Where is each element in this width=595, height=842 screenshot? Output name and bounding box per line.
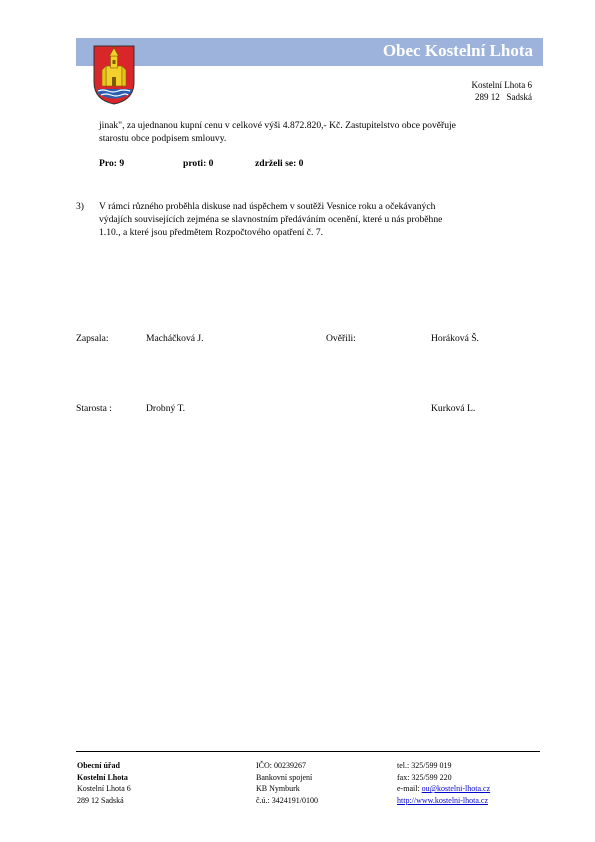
municipality-title: Obec Kostelní Lhota (382, 41, 533, 60)
verified-by-label: Ověřili: (326, 333, 356, 344)
footer-bank-column (256, 760, 318, 806)
item-line: 1.10., a které jsou předmětem Rozpočtového opatření č. 7. (99, 227, 324, 238)
footer-office-street: Kostelní Lhota 6 (77, 784, 131, 793)
footer-office-town: Kostelní Lhota (77, 772, 128, 782)
footer-web-link[interactable]: http://www.kostelni-lhota.cz (397, 795, 489, 805)
footer-email-label: e-mail: (397, 784, 422, 793)
vote-abstain: zdrželi se: 0 (255, 158, 304, 169)
footer-office-column (77, 760, 131, 806)
mayor-name: Drobný T. (146, 403, 186, 414)
footer-divider (76, 751, 540, 752)
footer-bank-label: Bankovní spojení (256, 772, 313, 782)
address-line-1: Kostelní Lhota 6 (471, 80, 532, 90)
recorded-by-label: Zapsala: (76, 333, 109, 344)
paragraph-line: jinak", za ujednanou kupní cenu v celkové výši 4.872.820,- Kč. Zastupitelstvo obce pověřuje (99, 120, 456, 131)
paragraph-line: starostu obce podpisem smlouvy. (99, 133, 227, 144)
header-bar (76, 38, 543, 66)
footer-bank-name: KB Nymburk (256, 784, 300, 793)
footer-email-link[interactable]: ou@kostelni-lhota.cz (421, 784, 491, 793)
address-line-2: 289 12 Sadská (475, 92, 532, 102)
footer-email-row (397, 783, 490, 795)
vote-against: proti: 0 (183, 158, 214, 169)
second-verifier-name: Kurková L. (431, 403, 476, 414)
item-number: 3) (76, 201, 84, 212)
verified-by-name: Horáková Š. (431, 333, 479, 344)
footer-contact-column (397, 760, 490, 806)
footer-ico: IČO: 00239267 (256, 761, 306, 770)
footer-fax: fax: 325/599 220 (397, 772, 452, 782)
item-line: V rámci různého proběhla diskuse nad úspěchem v soutěži Vesnice roku a očekávaných (99, 201, 436, 212)
footer-tel: tel.: 325/599 019 (397, 761, 452, 770)
recorded-by-name: Macháčková J. (146, 333, 204, 344)
footer-account: č.ú.: 3424191/0100 (256, 795, 318, 805)
coat-of-arms-icon (92, 44, 136, 106)
item-line: výdajích souvisejících zejména se slavnostním předáváním ocenění, které u nás proběhne (99, 214, 443, 225)
footer-office-zip: 289 12 Sadská (77, 795, 124, 805)
vote-for: Pro: 9 (99, 158, 125, 169)
footer-office-name: Obecní úřad (77, 761, 120, 770)
mayor-label: Starosta : (76, 403, 112, 414)
